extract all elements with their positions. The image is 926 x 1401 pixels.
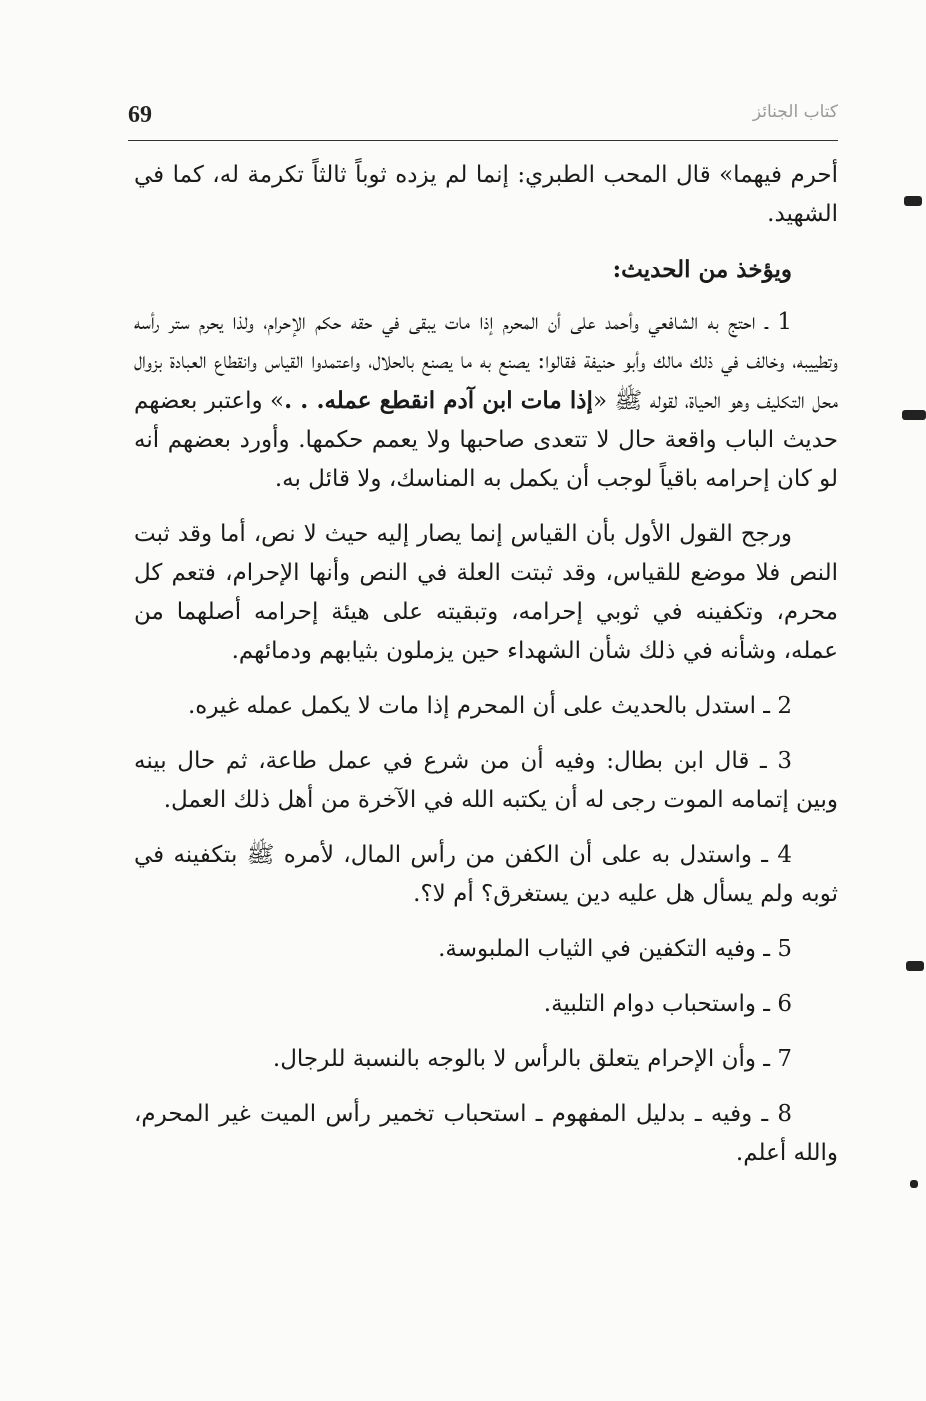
margin-mark [904,196,922,206]
page-body [134,156,838,1189]
paragraph-point-6: 6 ـ واستحباب دوام التلبية. [543,991,792,1017]
page-header [128,96,838,141]
paragraph-point-8: 8 ـ وفيه ـ بدليل المفهوم ـ استحباب تخمير رأس الميت غير المحرم، والله أعلم. [134,1101,838,1166]
page-number: 69 [128,102,152,128]
paragraph-point-3: 3 ـ قال ابن بطال: وفيه أن من شرع في عمل طاعة، ثم حال بينه وبين إتمامه الموت رجى له أن يكتبه الله في الآخرة من أهل ذلك العمل. [134,748,838,813]
hadith-quote: إذا مات ابن آدم انقطع عمله. . . [284,387,593,414]
section-heading: ويؤخذ من الحديث: [612,256,792,283]
paragraph-point-7: 7 ـ وأن الإحرام يتعلق بالرأس لا بالوجه بالنسبة للرجال. [272,1046,792,1072]
paragraph-preference: ورجح القول الأول بأن القياس إنما يصار إليه حيث لا نص، أما وقد ثبت النص فلا موضع للقياس، وقد ثبتت العلة في النص وأنها الإحرام، فتعم كل محرم، وتكفينه في ثوبي إحرامه، وتبقيته على هيئة إحرامه أصلهما من عمله، وشأنه في ذلك شأن الشهداء حين يزملون بثيابهم ودمائهم. [134,521,838,664]
paragraph-point-1 [134,303,838,499]
margin-mark [906,961,924,971]
point-1-text-start: 1 ـ احتج به الشافعي وأحمد على أن المحرم إذا مات يبقى في حقه حكم الإحرام، ولذا يحرم ستر رأسه وتطييبه، وخالف في ذلك مالك وأبو حنيفة فقالوا: يصنع به ما يصنع بالحلال، واعتمدوا القياس وانقطاع العبادة بزوال محل التكليف وهو الحياة، لقوله ﷺ « [134,309,838,414]
paragraph-point-4: 4 ـ واستدل به على أن الكفن من رأس المال، لأمره ﷺ بتكفينه في ثوبه ولم يسأل هل عليه دين يستغرق؟ أم لا؟. [134,842,838,907]
paragraph-continuation: أحرم فيهما» قال المحب الطبري: إنما لم يزده ثوباً ثالثاً تكرمة له، كما في الشهيد. [134,162,838,227]
margin-mark [910,1180,918,1188]
running-title: كتاب الجنائز [752,102,838,122]
margin-mark [902,410,926,420]
point-1-text-end: » واعتبر بعضهم حديث الباب واقعة حال لا تتعدى صاحبها ولا يعمم حكمها. وأورد بعضهم أنه لو كان إحرامه باقياً لوجب أن يكمل به المناسك، ولا قائل به. [134,388,838,492]
paragraph-point-2: 2 ـ استدل بالحديث على أن المحرم إذا مات لا يكمل عمله غيره. [187,693,792,719]
paragraph-point-5: 5 ـ وفيه التكفين في الثياب الملبوسة. [438,936,792,962]
